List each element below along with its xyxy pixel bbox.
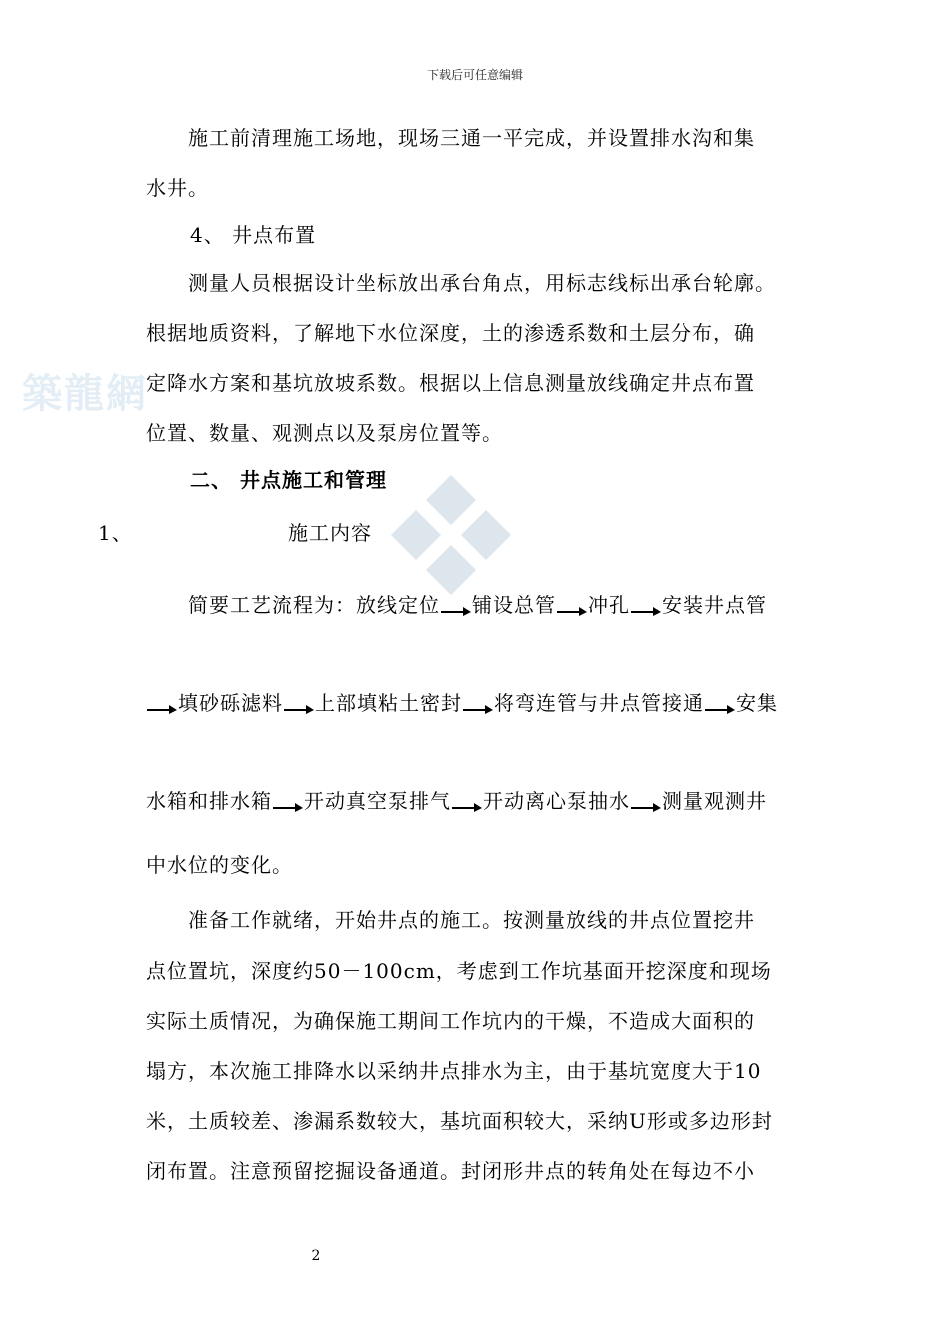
flow-step: 开动离心泵抽水 [483, 789, 630, 813]
para2-line2: 根据地质资料，了解地下水位深度，土的渗透系数和土层分布，确 [146, 321, 755, 345]
para1-line2: 水井。 [146, 176, 209, 200]
section-heading-4: 4、 井点布置 [190, 223, 317, 247]
arrow-right-icon [147, 702, 177, 716]
para3-line4: 塌方，本次施工排降水以采纳井点排水为主，由于基坑宽度大于10 [146, 1059, 762, 1083]
arrow-right-icon [705, 702, 735, 716]
arrow-right-icon [452, 800, 482, 814]
para2-line4: 位置、数量、观测点以及泵房位置等。 [146, 421, 503, 445]
flow-step: 开动真空泵排气 [304, 789, 451, 813]
flow-step: 安集 [736, 691, 778, 715]
para3-line5: 米，土质较差、渗漏系数较大，基坑面积较大，采纳U形或多边形封 [146, 1109, 773, 1133]
item1-number: 1、 [98, 521, 133, 545]
page-header: 下载后可任意编辑 [426, 68, 523, 82]
flow-line-2 [146, 690, 778, 716]
flow-step: 填砂砾滤料 [178, 691, 283, 715]
flow-step: 水箱和排水箱 [146, 789, 272, 813]
flow-step: 安装井点管 [662, 593, 767, 617]
arrow-right-icon [557, 604, 587, 618]
para2-line3: 定降水方案和基坑放坡系数。根据以上信息测量放线确定井点布置 [146, 371, 755, 395]
flow-step: 上部填粘土密封 [315, 691, 462, 715]
para3-line6: 闭布置。注意预留挖掘设备通道。封闭形井点的转角处在每边不小 [146, 1159, 755, 1183]
page-number: 2 [311, 1248, 321, 1264]
flow-line-3 [146, 788, 767, 814]
watermark-faint [370, 640, 940, 690]
arrow-right-icon [284, 702, 314, 716]
item1-title: 施工内容 [288, 521, 372, 545]
flow-step: 测量观测井 [662, 789, 767, 813]
flow-intro: 简要工艺流程为： [188, 593, 356, 617]
arrow-right-icon [631, 800, 661, 814]
flow-line-1 [188, 592, 767, 618]
para2-line1: 测量人员根据设计坐标放出承台角点，用标志线标出承台轮廓。 [188, 271, 776, 295]
flow-step: 放线定位 [356, 593, 440, 617]
arrow-right-icon [631, 604, 661, 618]
flow-step: 铺设总管 [472, 593, 556, 617]
flow-line-4: 中水位的变化。 [146, 853, 293, 877]
para3-line2: 点位置坑，深度约50－100cm，考虑到工作坑基面开挖深度和现场 [146, 959, 772, 983]
para3-line3: 实际土质情况，为确保施工期间工作坑内的干燥，不造成大面积的 [146, 1009, 755, 1033]
flow-step: 将弯连管与井点管接通 [494, 691, 704, 715]
arrow-right-icon [463, 702, 493, 716]
arrow-right-icon [441, 604, 471, 618]
section-heading-2: 二、 井点施工和管理 [190, 468, 387, 492]
watermark: 築龍網 [22, 370, 148, 417]
para1-line1: 施工前清理施工场地，现场三通一平完成，并设置排水沟和集 [188, 126, 755, 150]
arrow-right-icon [273, 800, 303, 814]
flow-step: 冲孔 [588, 593, 630, 617]
para3-line1: 准备工作就绪，开始井点的施工。按测量放线的井点位置挖井 [188, 908, 755, 932]
